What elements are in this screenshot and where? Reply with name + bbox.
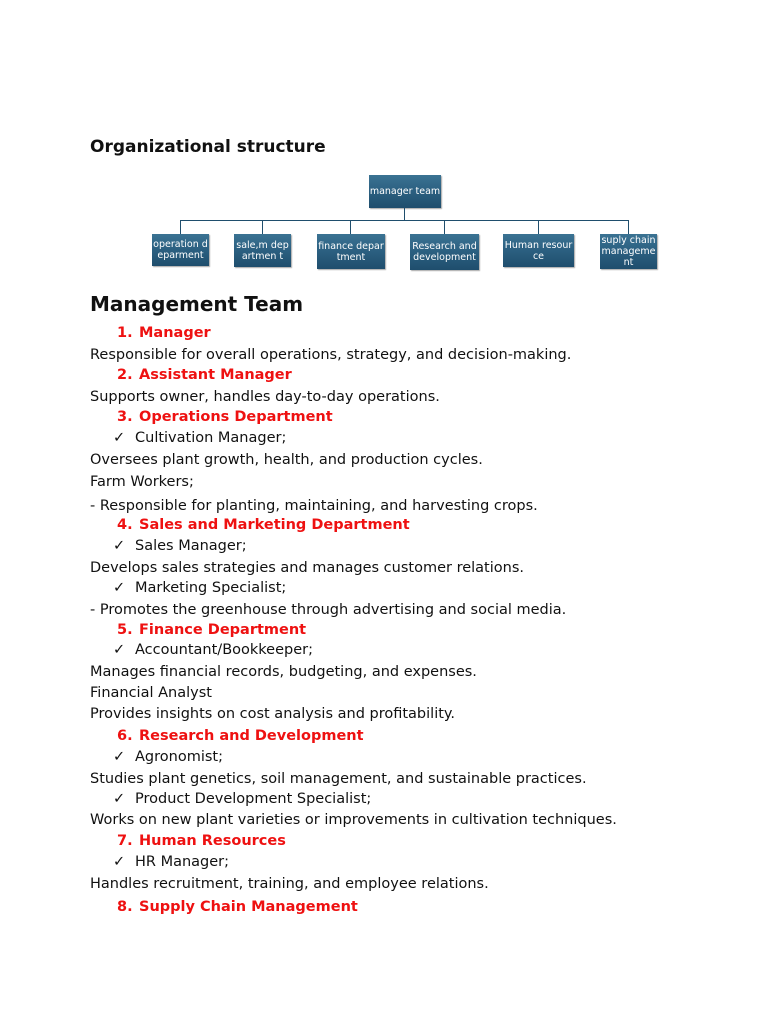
org-box-root: manager team (369, 175, 441, 208)
section-heading (117, 622, 306, 638)
checkmark-icon: ✓ (113, 642, 126, 658)
check-item (113, 642, 313, 658)
section-heading (117, 367, 292, 383)
section-description: Develops sales strategies and manages customer relations. (90, 560, 524, 576)
checkmark-icon: ✓ (113, 749, 126, 765)
section-heading (117, 728, 364, 744)
section-heading (117, 409, 333, 425)
org-connector (350, 220, 351, 234)
org-connector (262, 220, 263, 234)
section-number: 4. (117, 517, 133, 533)
check-item-label: Agronomist; (135, 749, 223, 765)
section-heading (117, 325, 211, 341)
section-number: 1. (117, 325, 133, 341)
section-heading-text: Supply Chain Management (139, 899, 358, 915)
org-box-sales: sale,m departmen t (234, 234, 291, 267)
org-box-finance: finance department (317, 234, 385, 269)
section-heading-text: Research and Development (139, 728, 364, 744)
section-heading (117, 899, 358, 915)
checkmark-icon: ✓ (113, 538, 126, 554)
check-item (113, 749, 223, 765)
section-description: Works on new plant varieties or improvements in cultivation techniques. (90, 812, 617, 828)
section-description: Responsible for overall operations, strategy, and decision-making. (90, 347, 572, 363)
org-connector (180, 220, 629, 221)
check-item (113, 854, 229, 870)
section-subheading: Farm Workers; (90, 474, 194, 490)
section-number: 7. (117, 833, 133, 849)
section-heading (117, 833, 286, 849)
section-heading (117, 517, 410, 533)
org-box-research: Research and development (410, 234, 479, 270)
section-heading-text: Operations Department (139, 409, 333, 425)
check-item-label: Sales Manager; (135, 538, 247, 554)
section-description: Supports owner, handles day-to-day operations. (90, 389, 440, 405)
section-description: Oversees plant growth, health, and production cycles. (90, 452, 483, 468)
check-item-label: Cultivation Manager; (135, 430, 287, 446)
org-box-human-resource: Human resource (503, 234, 574, 267)
section-heading-text: Manager (139, 325, 211, 341)
check-item (113, 791, 371, 807)
section-description: - Responsible for planting, maintaining, and harvesting crops. (90, 498, 538, 514)
section-description: Provides insights on cost analysis and profitability. (90, 706, 456, 722)
org-connector (628, 220, 629, 234)
section-heading-text: Assistant Manager (139, 367, 292, 383)
section-number: 2. (117, 367, 133, 383)
check-item-label: Marketing Specialist; (135, 580, 287, 596)
section-description: Manages financial records, budgeting, and expenses. (90, 664, 477, 680)
checkmark-icon: ✓ (113, 580, 126, 596)
doc-title: Organizational structure (90, 137, 326, 157)
section-title: Management Team (90, 292, 304, 316)
section-number: 5. (117, 622, 133, 638)
section-number: 8. (117, 899, 133, 915)
check-item (113, 538, 247, 554)
check-item (113, 430, 286, 446)
section-heading-text: Sales and Marketing Department (139, 517, 410, 533)
checkmark-icon: ✓ (113, 791, 126, 807)
section-description: - Promotes the greenhouse through advertising and social media. (90, 602, 567, 618)
org-box-supply-chain: suply chain manageme nt (601, 235, 656, 268)
section-subheading: Financial Analyst (90, 685, 212, 701)
section-description: Studies plant genetics, soil management, and sustainable practices. (90, 771, 587, 787)
check-item-label: Product Development Specialist; (135, 791, 372, 807)
section-description: Handles recruitment, training, and employee relations. (90, 876, 489, 892)
org-connector (444, 220, 445, 234)
org-box-operation: operation deparment (152, 234, 209, 266)
check-item-label: HR Manager; (135, 854, 230, 870)
org-connector (180, 220, 181, 234)
section-number: 6. (117, 728, 133, 744)
section-number: 3. (117, 409, 133, 425)
section-heading-text: Human Resources (139, 833, 286, 849)
check-item (113, 580, 286, 596)
section-heading-text: Finance Department (139, 622, 307, 638)
check-item-label: Accountant/Bookkeeper; (135, 642, 313, 658)
checkmark-icon: ✓ (113, 430, 126, 446)
checkmark-icon: ✓ (113, 854, 126, 870)
org-connector (538, 220, 539, 234)
